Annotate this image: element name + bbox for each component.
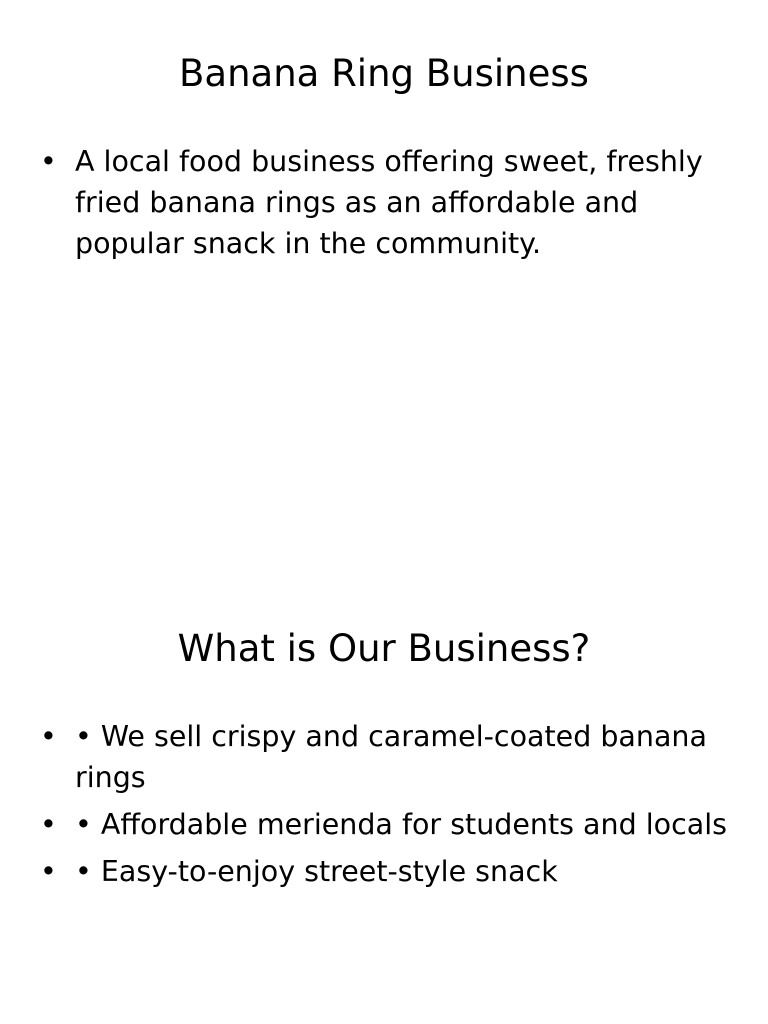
bullet-text: • Easy-to-enjoy street-style snack [75, 855, 558, 888]
bullet-text: • We sell crispy and caramel-coated banana rings [75, 720, 707, 794]
bullet-marker: • [40, 145, 57, 178]
bullet-list [40, 141, 730, 270]
bullet-text: A local food business offering sweet, freshly fried banana rings as an affordable and popular snack in the community. [75, 145, 703, 260]
bullet-text: • Affordable merienda for students and locals [75, 808, 727, 841]
slide-title: What is Our Business? [177, 627, 591, 670]
bullet-marker: • [40, 720, 57, 753]
bullet-item [40, 851, 730, 892]
bullet-list [40, 716, 730, 898]
bullet-item [40, 804, 730, 845]
bullet-marker: • [40, 808, 57, 841]
slide-title: Banana Ring Business [179, 52, 589, 95]
bullet-marker: • [40, 855, 57, 888]
slide-2 [0, 576, 768, 1024]
bullet-item [40, 141, 730, 264]
bullet-item [40, 716, 730, 798]
